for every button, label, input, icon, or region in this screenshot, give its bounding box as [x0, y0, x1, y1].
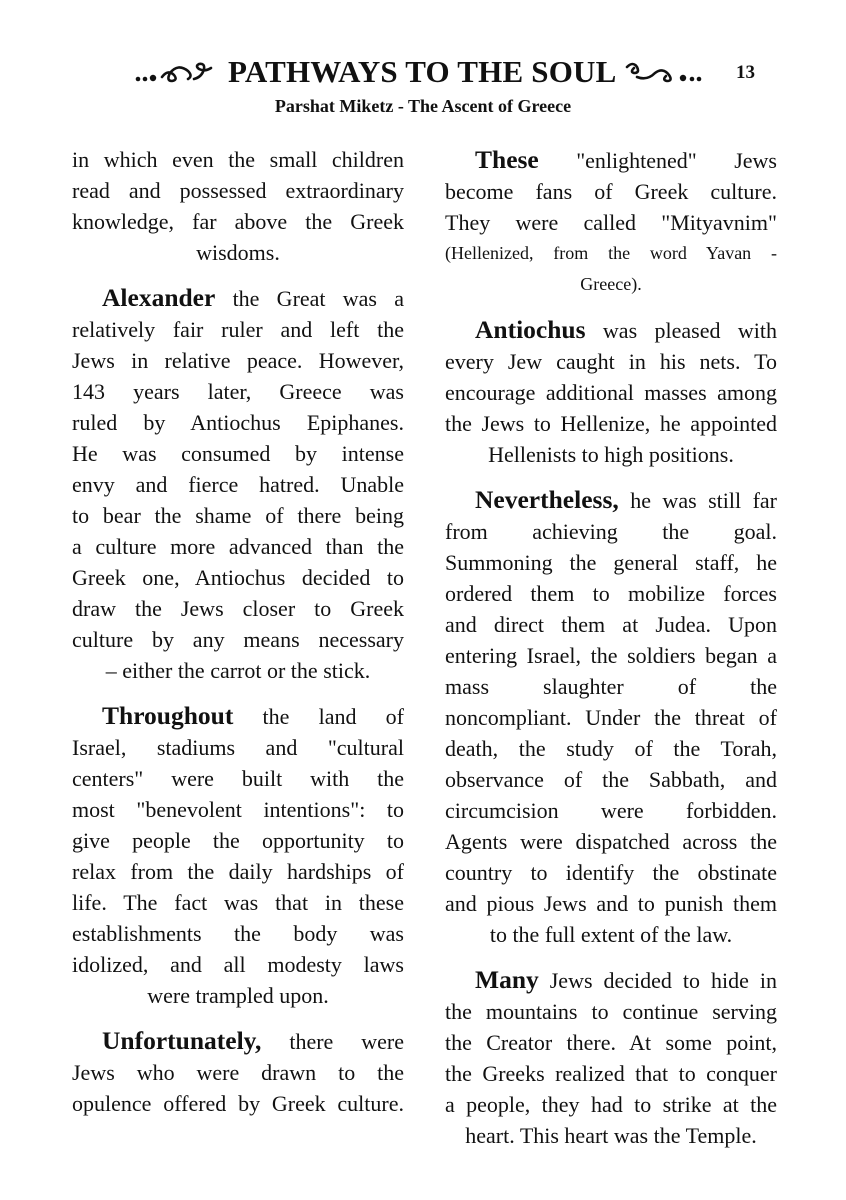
paragraph: [72, 144, 404, 268]
text-line: centers" were built with the: [72, 766, 404, 791]
lead-word: Nevertheless,: [475, 485, 619, 514]
first-line-text: "enlightened" Jews: [538, 148, 777, 173]
text-line: life. The fact was that in these: [72, 890, 404, 915]
text-line: draw the Jews closer to Greek: [72, 596, 404, 621]
lead-word: Many: [475, 965, 539, 994]
text-line: envy and fierce hatred. Unable: [72, 472, 404, 497]
text-line: the Creator there. At some point,: [445, 1030, 777, 1055]
paragraph: [445, 484, 777, 950]
text-line: circumcision were forbidden.: [445, 798, 777, 823]
lead-word: Unfortunately,: [102, 1026, 262, 1055]
first-line-text: was pleased with: [585, 318, 777, 343]
text-line: ruled by Antiochus Epiphanes.: [72, 410, 404, 435]
first-line-text: the land of: [233, 704, 404, 729]
paragraph-first-line: [445, 144, 777, 176]
first-line-text: he was still far: [618, 488, 777, 513]
text-line: a people, they had to strike at the: [445, 1092, 777, 1117]
paragraph: [445, 144, 777, 300]
text-line: establishments the body was: [72, 921, 404, 946]
text-line: to bear the shame of there being: [72, 503, 404, 528]
text-line: mass slaughter of the: [445, 674, 777, 699]
text-line: the Greeks realized that to conquer: [445, 1061, 777, 1086]
text-line: heart. This heart was the Temple.: [465, 1123, 757, 1148]
left-ornament-icon: [132, 57, 222, 87]
text-line: idolized, and all modesty laws: [72, 952, 404, 977]
text-line: Greek one, Antiochus decided to: [72, 565, 404, 590]
text-line: and pious Jews and to punish them: [445, 891, 777, 916]
paragraph: [445, 314, 777, 470]
paragraph: [72, 700, 404, 1011]
paragraph-first-line: [445, 964, 777, 996]
text-line: Jews in relative peace. However,: [72, 348, 404, 373]
text-line: opulence offered by Greek culture.: [72, 1091, 404, 1116]
right-ornament-icon: [623, 57, 713, 87]
first-line-text: the Great was a: [215, 286, 404, 311]
text-line: – either the carrot or the stick.: [105, 658, 371, 683]
text-line: 143 years later, Greece was: [72, 379, 404, 404]
text-line: relatively fair ruler and left the: [72, 317, 404, 342]
page-number: 13: [736, 62, 755, 83]
text-line: encourage additional masses among: [445, 380, 777, 405]
text-line: Agents were dispatched across the: [445, 829, 777, 854]
running-header: [0, 52, 846, 92]
first-line-text: Jews decided to hide in: [538, 968, 777, 993]
text-line: a culture more advanced than the: [72, 534, 404, 559]
text-line: and direct them at Judea. Upon: [445, 612, 777, 637]
page-subtitle: Parshat Miketz - The Ascent of Greece: [274, 96, 572, 116]
text-line: ordered them to mobilize forces: [445, 581, 777, 606]
text-line: Israel, stadiums and "cultural: [72, 735, 404, 760]
left-column: [72, 144, 404, 1133]
text-line: observance of the Sabbath, and: [445, 767, 777, 792]
text-line: most "benevolent intentions": to: [72, 797, 404, 822]
text-line: to the full extent of the law.: [489, 922, 733, 947]
text-line: culture by any means necessary: [72, 627, 404, 652]
text-line: read and possessed extraordinary: [72, 178, 404, 203]
text-line: country to identify the obstinate: [445, 860, 777, 885]
right-column: [445, 144, 777, 1165]
text-line: entering Israel, the soldiers began a: [445, 643, 777, 668]
first-line-text: there were: [261, 1029, 404, 1054]
text-line: relax from the daily hardships of: [72, 859, 404, 884]
text-line: give people the opportunity to: [72, 828, 404, 853]
text-line: become fans of Greek culture.: [445, 179, 777, 204]
lead-word: Throughout: [102, 701, 234, 730]
text-line: the Jews to Hellenize, he appointed: [445, 411, 777, 436]
lead-word: Antiochus: [475, 315, 586, 344]
paragraph-first-line: [72, 282, 404, 314]
text-line: Hellenists to high positions.: [488, 442, 734, 467]
text-line: death, the study of the Torah,: [445, 736, 777, 761]
text-line: Jews who were drawn to the: [72, 1060, 404, 1085]
text-line: in which even the small children: [72, 147, 404, 172]
paragraph-first-line: [445, 484, 777, 516]
paragraph-first-line: [72, 1025, 404, 1057]
text-line: Summoning the general staff, he: [445, 550, 777, 575]
paragraph-first-line: [445, 314, 777, 346]
text-line: the mountains to continue serving: [445, 999, 777, 1024]
text-line: He was consumed by intense: [72, 441, 404, 466]
paragraph: [72, 282, 404, 686]
paragraph: [72, 1025, 404, 1119]
text-line: wisdoms.: [196, 240, 280, 265]
header-title: PATHWAYS TO THE SOUL: [228, 54, 617, 89]
text-line: (Hellenized, from the word Yavan -: [445, 243, 777, 263]
text-line: Greece).: [580, 274, 642, 294]
text-line: from achieving the goal.: [445, 519, 777, 544]
text-line: every Jew caught in his nets. To: [445, 349, 777, 374]
lead-word: These: [475, 145, 539, 174]
text-line: were trampled upon.: [147, 983, 329, 1008]
paragraph: [445, 964, 777, 1151]
text-line: knowledge, far above the Greek: [72, 209, 404, 234]
text-line: They were called "Mityavnim": [445, 210, 777, 235]
paragraph-first-line: [72, 700, 404, 732]
header-title-group: [132, 52, 713, 92]
lead-word: Alexander: [102, 283, 216, 312]
text-line: noncompliant. Under the threat of: [445, 705, 777, 730]
